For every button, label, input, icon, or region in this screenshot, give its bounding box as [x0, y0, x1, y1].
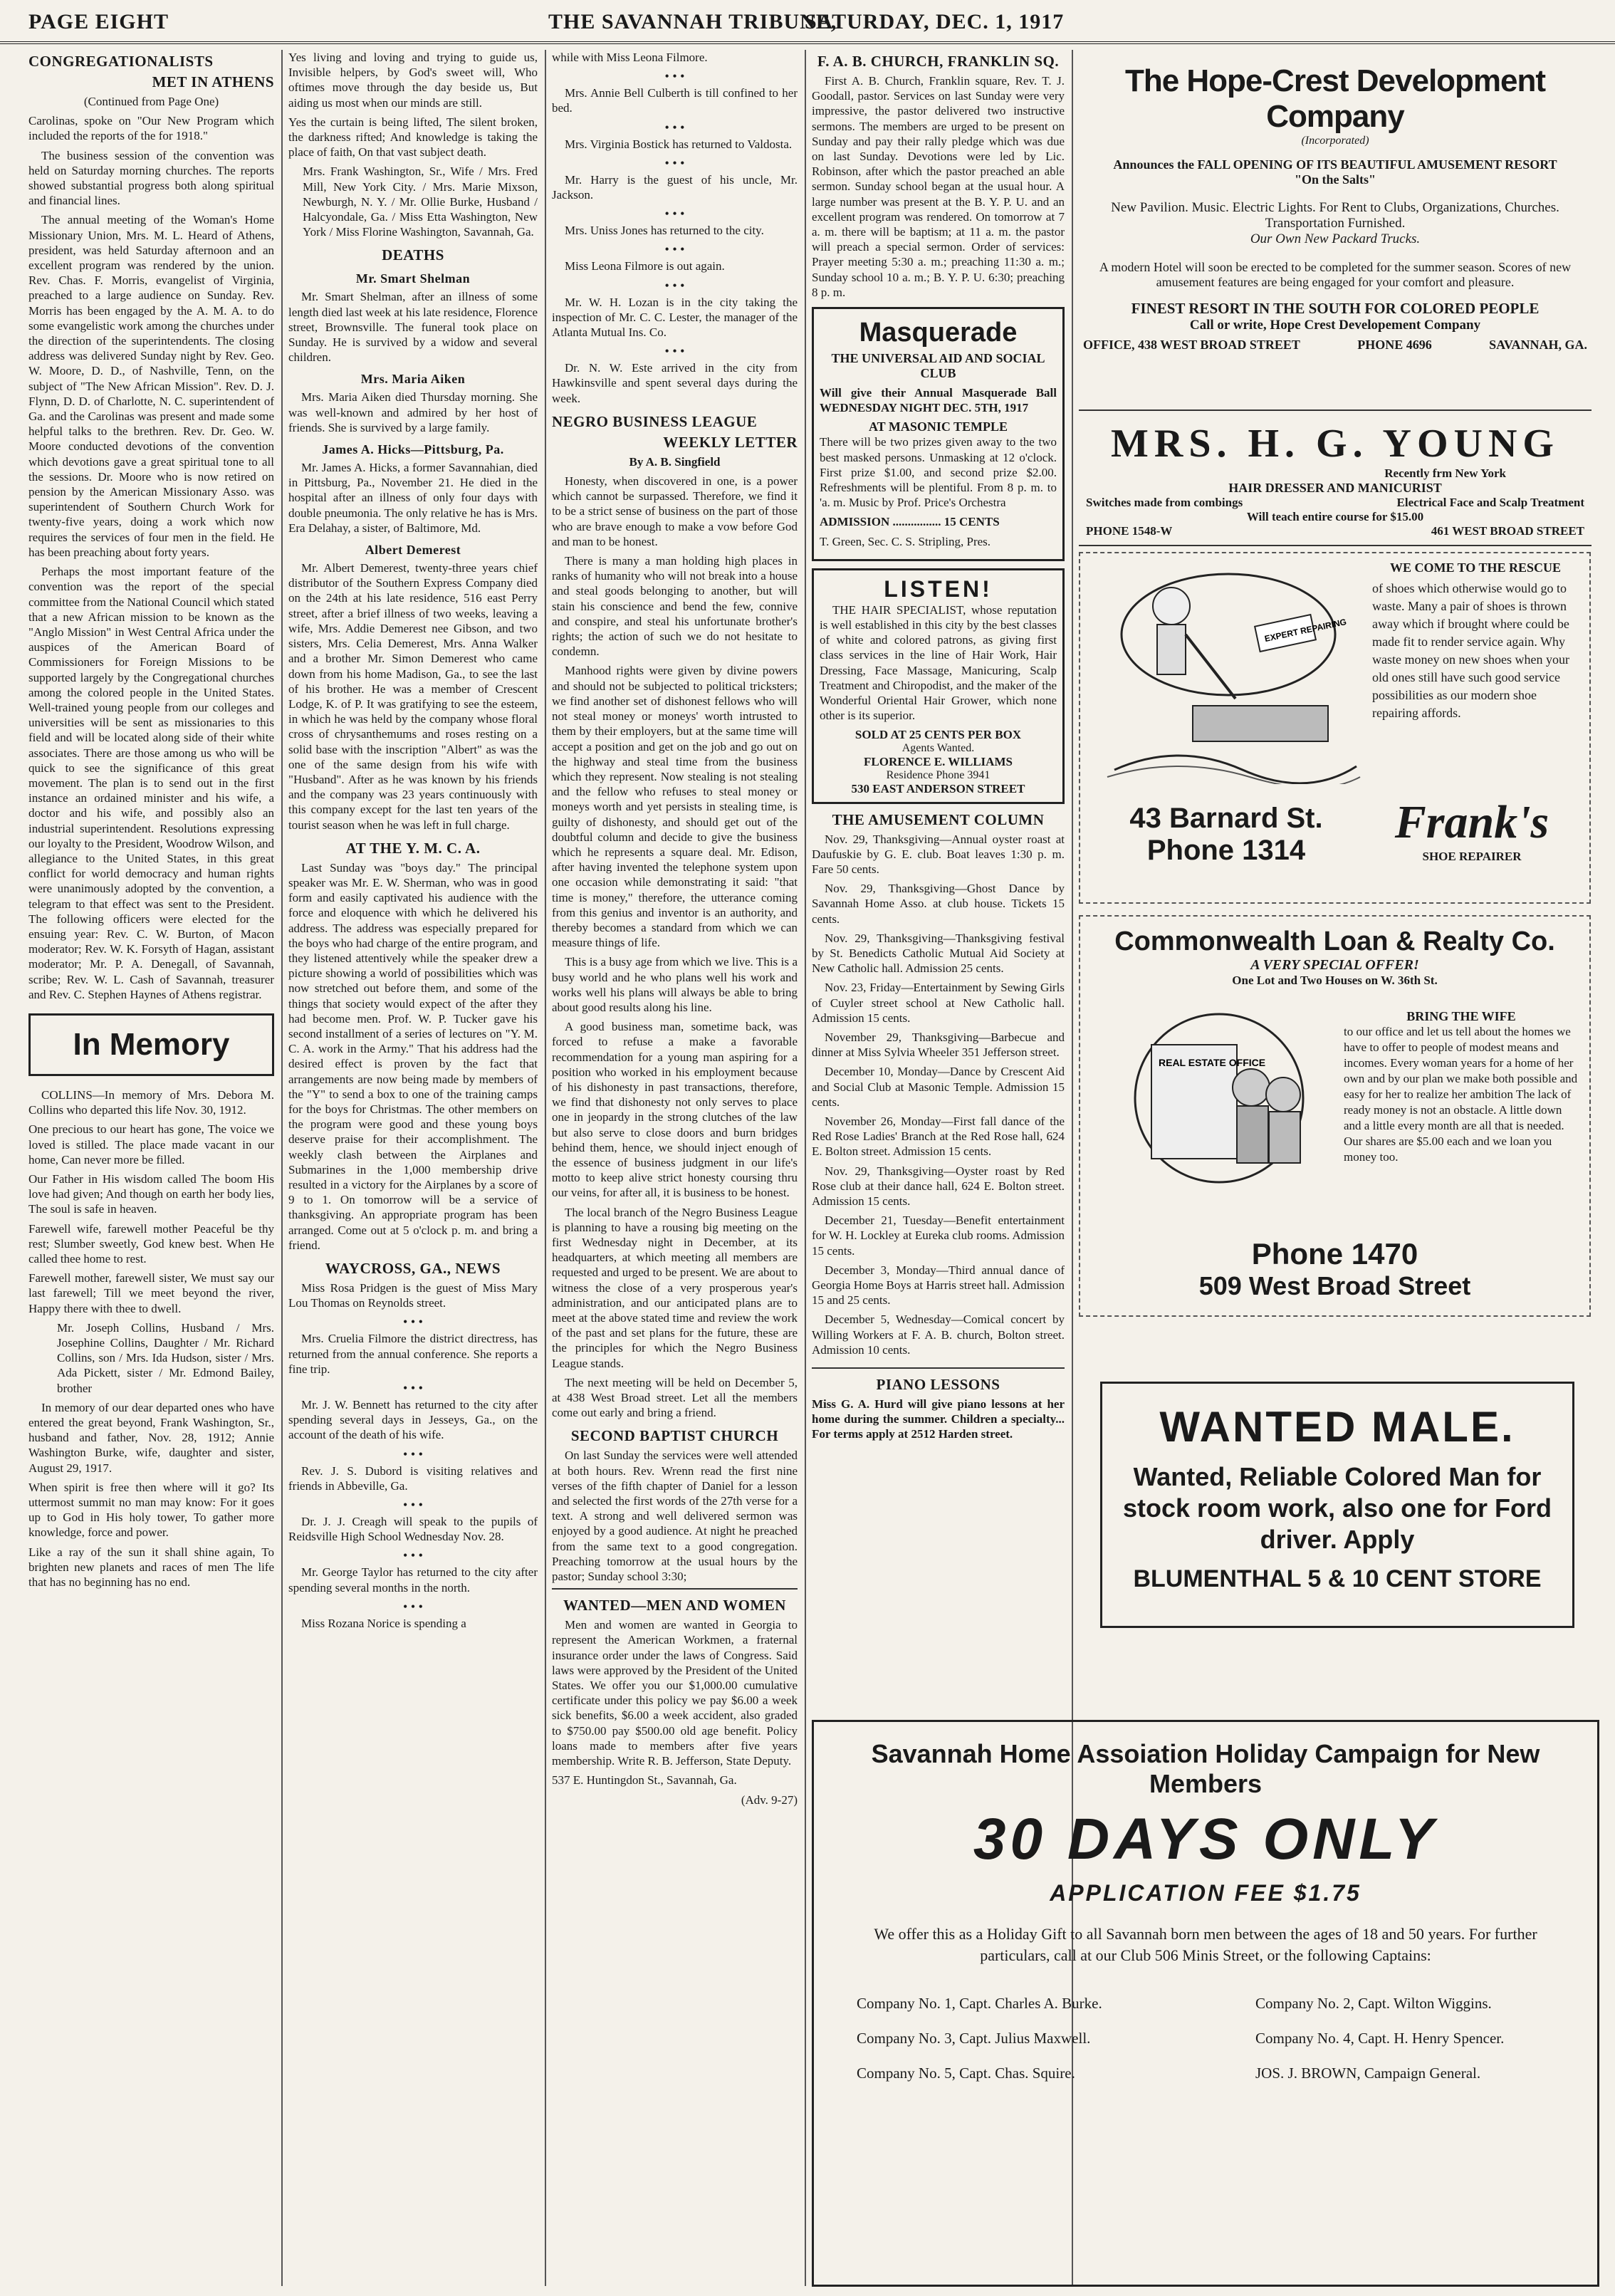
- ad-headline: 30 DAYS ONLY: [973, 1807, 1438, 1872]
- column-rule: [281, 50, 283, 2286]
- ad-text: Switches made from combings: [1086, 496, 1243, 509]
- event-item: November 29, Thanksgiving—Barbecue and dinner at Miss Sylvia Wheeler 351 Jefferson street.: [812, 1030, 1065, 1060]
- paragraph: The annual meeting of the Woman's Home Missionary Union, Mrs. M. L. Heard of Athens, president, was held Saturday afternoon and an excellent program was rendered by the union. Rev. Chas. F. Morris, evangelist of Virginia, preached to a large audience on Sunday. Rev. Morris has been engaged by the A. M. A. to do some evangelistic work among the churches under the direction of the superintendents. The closing address was delivered Sunday night by Rev. Geo. W. Moore, D. D., of Nashville, Tenn, on the subject of "The New African Mission". Rev. D. J. Flynn, D. D. of Charlotte, N. C. superintendent of Ga. and the Carolinas was present and made some helpful talks to the brethren. Rev. Dr. Geo. W. Moore conducted devotions of the convention which devotions gave a great spiritual tone to all the sessions. Dr. Moore who is now retired on pension by the American Missionary Asso. was superintendent of Southern Church Work for twenty-five years, doing a work which now requires the services of four men in the field. He has been preaching about forty years.: [28, 213, 274, 559]
- ad-fee: APPLICATION FEE $1.75: [1050, 1880, 1361, 1906]
- news-item: Mr. George Taylor has returned to the city after spending several months in the north.: [288, 1565, 538, 1595]
- column-1: [28, 50, 274, 2286]
- newspaper-title: THE SAVANNAH TRIBUNE,: [548, 10, 837, 33]
- byline: By A. B. Singfield: [629, 454, 721, 469]
- news-item: Mrs. Annie Bell Culberth is till confined to her bed.: [552, 86, 798, 115]
- event-item: December 21, Tuesday—Benefit entertainment for W. H. Lockley at Eureka club rooms. Admission 15 cents.: [812, 1214, 1065, 1258]
- brand-name: Frank's: [1394, 796, 1549, 848]
- separator: • • •: [664, 278, 685, 293]
- news-item: Mr. J. W. Bennett has returned to the city after spending several days in Jesseys, Ga., on the account of the death of his wife.: [288, 1398, 538, 1442]
- obituary-name: Mr. Smart Shelman: [355, 271, 471, 286]
- mrs-young-ad: [1079, 417, 1592, 546]
- ad-admission: ADMISSION ................ 15 CENTS: [820, 515, 1000, 529]
- ad-address: 537 E. Huntingdon St., Savannah, Ga.: [552, 1773, 737, 1788]
- paragraph: Perhaps the most important feature of the convention was the report of the special committee from the National Council which stated that a new African mission to be known as the "Anglo Mission" in West Central Africa under the auspices of the American Board of Commissioners for Foreign Missions to be supported largely by the Congregational churches among the colored people in the United States. Well-trained young people from our colleges and universities will be sent as missionaries to this field and will be located along side of their white associates. There are those among us who will be quick to see the significance of this great movement. The plan is to send out in the first instance an ordained minister and his wife, a doctor and his wife, and possibly also an industrial superintendent. Resolutions expressing our loyalty to the President, Woodrow Wilson, and allegiance to the United States, in this great conflict for world democracy and human rights were unanimously adopted by the convention, a telegram to that effect was sent to the President. The following officers were elected for the ensuing year: Rev. C. W. Burton, of Macon moderator; Rev. W. K. Forsyth of Hagan, assistant moderator; Mr. P. A. Denegall, of Savannah, scribe; Rev. W. L. Cash of Savannah, treasurer and Rev. C. Stephen Haynes of Athens registrar.: [28, 565, 274, 1001]
- event-item: December 3, Monday—Third annual dance of Georgia Home Boys at Harris street hall. Admission 15 and 25 cents.: [812, 1263, 1065, 1308]
- paragraph: The next meeting will be held on December 5, at 438 West Broad street. Let all the members come out early and bring a friend.: [552, 1375, 798, 1420]
- ad-phone: Residence Phone 3941: [886, 768, 991, 781]
- paragraph: First A. B. Church, Franklin square, Rev. T. J. Goodall, pastor. Services on last Sunday were very impressive, the pastor delivered two instructive sermons. The members are urged to be present on Sunday and pay their rally pledge which was due on last Sunday. Devotions were led by Lic. Robinson, after which the pastor preached an able sermon. Sunday school began at the usual hour. A large number was present at the B. Y. P. U. and an excellent program was rendered. On tomorrow at 7 a. m. there will be baptism; at 11 a. m. the pastor will preach a special sermon. Order of services: Prayer meeting 5:30 a. m.; preaching 11:30 a. m.; Sunday school 10 a. m.; B. Y. P. U. 6:30; preaching 8 p. m.: [812, 74, 1065, 299]
- sign-text: REAL ESTATE OFFICE: [1159, 1057, 1266, 1068]
- ad-text: Wanted, Reliable Colored Man for stock room work, also one for Ford driver. Apply: [1122, 1462, 1552, 1554]
- ad-text: Miss G. A. Hurd will give piano lessons at her home during the summer. Children a specialty... For terms apply at 2512 Harden street.: [812, 1397, 1065, 1441]
- separator: • • •: [403, 1381, 423, 1396]
- ad-text: We offer this as a Holiday Gift to all Savannah born men between the ages of 18 and 50 years. For further particulars, call at our Club 506 Minis Street, or the following Captains:: [874, 1925, 1537, 1964]
- wanted-male-ad: [1100, 1382, 1574, 1628]
- separator: • • •: [403, 1446, 423, 1461]
- event-item: Nov. 29, Thanksgiving—Annual oyster roast at Daufuskie by G. E. club. Boat leaves 1:30 p. m. Fare 50 cents.: [812, 832, 1065, 876]
- obituary-name: Albert Demerest: [365, 543, 461, 558]
- event-item: Nov. 23, Friday—Entertainment by Sewing Girls of Cuyler street school at New Catholic hall. Admission 15 cents.: [812, 981, 1065, 1025]
- signatories: Mrs. Frank Washington, Sr., Wife / Mrs. Fred Mill, New York City. / Mrs. Marie Mixson, Newburgh, N. Y. / Mr. Ollie Burke, Husband / Halcyondale, Ga. / Miss Etta Washington, New York / Miss Florine Washington, Savannah, Ga.: [303, 165, 538, 239]
- ad-address: 530 EAST ANDERSON STREET: [851, 781, 1025, 795]
- ad-text: THE HAIR SPECIALIST, whose reputation is well established in this city by the best classes of white and colored patrons, as giving first class services in the line of Hair Work, Hair Dressing, Face Massage, Manicuring, Scalp Treatment and Chiropodist, and the maker of the Wonderful Oriental Hair Grower, which none other is its superior.: [820, 602, 1057, 723]
- franks-shoe-ad: [1079, 552, 1591, 904]
- news-item: Mrs. Uniss Jones has returned to the city.: [565, 224, 764, 238]
- article-headline: CONGREGATIONALISTS: [28, 53, 214, 70]
- signatories: Mr. Joseph Collins, Husband / Mrs. Josephine Collins, Daughter / Mr. Richard Collins, son / Mrs. Ida Hudson, sister / Mrs. Ada Pickett, sister / Mr. Edmond Bailey, brother: [57, 1320, 274, 1395]
- news-item: Dr. N. W. Este arrived in the city from Hawkinsville and spent several days during the week.: [552, 361, 798, 405]
- ad-text: Call or write, Hope Crest Developement Company: [1189, 318, 1481, 333]
- poem-stanza: When spirit is free then where will it go? Its uttermost summit no man may know: For it goes up to God in His holy tower, To gather more knowledge, force and power.: [28, 1480, 274, 1540]
- captain-entry: Company No. 2, Capt. Wilton Wiggins.: [1255, 1995, 1492, 2012]
- ad-advertiser: BLUMENTHAL 5 & 10 CENT STORE: [1133, 1565, 1542, 1592]
- news-item: Rev. J. S. Dubord is visiting relatives and friends in Abbeville, Ga.: [288, 1463, 538, 1493]
- ad-heading: BRING THE WIFE: [1406, 1009, 1516, 1023]
- ad-address: OFFICE, 438 WEST BROAD STREET: [1083, 338, 1300, 352]
- ad-text: Electrical Face and Scalp Treatment: [1396, 496, 1584, 509]
- sign-text: EXPERT REPAIRING: [1263, 616, 1348, 645]
- captain-entry: Company No. 3, Capt. Julius Maxwell.: [857, 2030, 1091, 2047]
- ad-heading: WANTED—MEN AND WOMEN: [563, 1597, 786, 1614]
- event-item: Nov. 29, Thanksgiving—Thanksgiving festival by St. Benedicts Catholic Mutual Aid Society at New Catholic hall. Admission 25 cents.: [812, 931, 1065, 976]
- ad-signatures: T. Green, Sec. C. S. Stripling, Pres.: [820, 534, 991, 548]
- separator: • • •: [664, 69, 685, 84]
- ad-address: 509 West Broad Street: [1198, 1271, 1471, 1300]
- news-item: Dr. J. J. Creagh will speak to the pupils of Reidsville High School Wednesday Nov. 28.: [288, 1515, 538, 1544]
- ad-heading: WE COME TO THE RESCUE: [1389, 560, 1562, 575]
- poem-stanza: Farewell mother, farewell sister, We must say our last farewell; Till we meet beyond the river, Happy there with thee to dwell.: [28, 1271, 274, 1315]
- ad-venue: AT MASONIC TEMPLE: [868, 419, 1008, 434]
- poem-stanza: Our Father in His wisdom called The boom His love had given; And though on earth her body lies, The soul is safe in heaven.: [28, 1172, 274, 1216]
- ad-text: to our office and let us tell about the homes we have to offer to people of modest means and incomes. Every woman years for a home of her own and by our plan we make both possible and easy for her to realize her ambition The lack of ready money is not an obstacle. A little down and a little every month are all that is needed. Our shares are $5.00 each and we loan you money too.: [1344, 1025, 1578, 1164]
- captains-list: [857, 1995, 1554, 2082]
- in-memory-heading: In Memory: [28, 1013, 274, 1076]
- ad-text: Will give their Annual Masquerade Ball WEDNESDAY NIGHT DEC. 5TH, 1917: [820, 386, 1057, 415]
- ad-subtitle: THE UNIVERSAL AID AND SOCIAL CLUB: [831, 351, 1045, 381]
- masquerade-ad: [812, 307, 1065, 561]
- ad-text: Will teach entire course for $15.00: [1246, 510, 1424, 523]
- ad-heading: PIANO LESSONS: [876, 1376, 1000, 1393]
- ad-text: There will be two prizes given away to the two best masked persons. Unmasking at 12 o'clock. First prize $1.00, and second prize $2.00. Refreshments will be plentiful. From 8 p. m. to 'a. m. Music by Prof. Price's Orchestra: [820, 435, 1057, 510]
- section-heading: AT THE Y. M. C. A.: [345, 839, 481, 857]
- poem-stanza: One precious to our heart has gone, The voice we loved is stilled. The place made vacant in our home, Can never more be filled.: [28, 1122, 274, 1167]
- ad-title: Masquerade: [859, 318, 1018, 348]
- poem-stanza: Like a ray of the sun it shall shine again, To brighten new planets and races of men The life that has no beginning has no end.: [28, 1545, 274, 1590]
- memorial-notice: COLLINS—In memory of Mrs. Debora M. Collins who departed this life Nov. 30, 1912.: [28, 1087, 274, 1117]
- paragraph: Carolinas, spoke on "Our New Program which included the reports of the for 1918.": [28, 114, 274, 143]
- ad-contact-row: [1079, 338, 1592, 353]
- paragraph: The local branch of the Negro Business League is planning to have a rousing big meeting on the first Wednesday night in December, at its headquarters, at which meeting all members are requested and urged to be present. We are about to witness the close of a very prosperous year's administration, and our anticipated plans are to meet at the above stated time and review the work of the past and set plans for the future, these are the principles for which the Negro Business League stands.: [552, 1205, 798, 1370]
- ad-note: Recently frm New York: [1384, 466, 1506, 480]
- news-item: Mr. W. H. Lozan is in the city taking the inspection of Mr. C. C. Lester, the manager of the Atlanta Mutual Ins. Co.: [552, 295, 798, 340]
- ad-text: "On the Salts": [1294, 172, 1376, 187]
- hair-specialist-ad: [812, 568, 1065, 804]
- ad-address: 43 Barnard St.: [1129, 803, 1323, 834]
- section-heading: F. A. B. CHURCH, FRANKLIN SQ.: [817, 53, 1060, 70]
- ad-title: The Hope-Crest Development Company: [1124, 63, 1546, 134]
- continued-note: (Continued from Page One): [83, 95, 219, 108]
- paragraph: Mr. Albert Demerest, twenty-three years chief distributor of the Southern Express Company died on the 24th at his late residence, 516 east Perry street, after a brief illness of two weeks, leaving a wife, Mrs. Addie Demerest nee Gibson, and two sisters, Mrs. Celia Demerest, Mrs. Anna Walker and a brother Mr. Simon Demerest who came down from his home Madison, Ga., to see the last of his brother. He was a member of Crescent Lodge, K. of P. It was gratifying to see the esteem, in which he was held by the company whose floral cross of chrysanthemums and roses resting on a solid base with the inscription "Albert" as was the one of the same design from his wife with "Husband". After as he was known by his friends and the company was 23 years continuously with this company except for the last ten years of the tourist season when he was left in full charge.: [288, 561, 538, 832]
- poem-stanza: Yes living and loving and trying to guide us, Invisible helpers, by God's sweet will, Who oftimes move through the day beside us, But aiding us most when our minds are still.: [288, 51, 538, 110]
- ad-code: (Adv. 9-27): [741, 1793, 798, 1807]
- ad-text: Men and women are wanted in Georgia to represent the American Workmen, a fraternal insurance order under the laws of Congress. Said laws were approved by the President of the United States. We offer you our $1,000.00 cumulative certificate under this policy we pay $6.00 a week sick benefits, $6.00 a week accident, also graded to $750.00 pay $500.00 old age benefit. Policy loans made to members after five years membership. Write R. B. Jefferson, State Deputy.: [552, 1618, 798, 1768]
- ad-text: Announces the FALL OPENING OF ITS BEAUTIFUL AMUSEMENT RESORT: [1113, 157, 1557, 172]
- ad-title: MRS. H. G. YOUNG: [1111, 422, 1559, 466]
- separator: • • •: [664, 155, 685, 170]
- column-3: [552, 50, 798, 2286]
- real-estate-illustration: [1109, 1009, 1329, 1187]
- news-item: Mrs. Cruelia Filmore the district directress, has returned from the annual conference. She reports a fine trip.: [288, 1332, 538, 1376]
- event-item: December 5, Wednesday—Comical concert by Willing Workers at F. A. B. church, Bolton street. Admission 10 cents.: [812, 1313, 1065, 1357]
- event-item: December 10, Monday—Dance by Crescent Aid and Social Club at Masonic Temple. Admission 15 cents.: [812, 1065, 1065, 1109]
- memorial-notice: In memory of our dear departed ones who have entered the great beyond, Frank Washington, Sr., husband and father, Nov. 28, 1912; Annie Washington Burke, wife, daughter and sister, August 29, 1917.: [28, 1400, 274, 1475]
- separator: • • •: [403, 1498, 423, 1513]
- column-rule: [545, 50, 546, 2286]
- obituary-name: James A. Hicks—Pittsburg, Pa.: [322, 442, 504, 457]
- column-rule: [805, 50, 806, 2286]
- paragraph: Mr. James A. Hicks, a former Savannahian, died in Pittsburg, Pa., November 21. He died in the hospital after an illness of only four days with double pneumonia. The only relative he has is Mrs. Era Delahay, a sister, of Baltimore, Md.: [288, 461, 538, 535]
- ad-price: SOLD AT 25 CENTS PER BOX: [854, 727, 1022, 741]
- captain-entry: Company No. 1, Capt. Charles A. Burke.: [857, 1995, 1102, 2012]
- ad-title: WANTED MALE.: [1159, 1403, 1515, 1451]
- paragraph: On last Sunday the services were well attended at both hours. Rev. Wrenn read the first nine verses of the fifth chapter of Daniel for a lesson and selected the first words of the 27th verse for a text. A strong and well delivered sermon was enjoyed by a good audience. At night he preached from the same text to a good congregation. Preaching tomorrow at the usual hours by the pastor; Sunday school 3:30;: [552, 1449, 798, 1584]
- section-heading: THE AMUSEMENT COLUMN: [832, 810, 1045, 828]
- poem-stanza: Farewell wife, farewell mother Peaceful be thy rest; Slumber sweetly, God knew best. When He called thee home to rest.: [28, 1221, 274, 1266]
- section-heading: DEATHS: [382, 246, 444, 264]
- ad-text: HAIR DRESSER AND MANICURIST: [1228, 481, 1442, 495]
- ad-name: FLORENCE E. WILLIAMS: [864, 754, 1013, 768]
- ad-phone: PHONE 4696: [1357, 338, 1432, 352]
- separator: • • •: [664, 120, 685, 135]
- issue-date: SATURDAY, DEC. 1, 1917: [805, 10, 1065, 33]
- news-item: Miss Rozana Norice is spending a: [301, 1616, 466, 1630]
- news-item: Miss Leona Filmore is out again.: [565, 259, 725, 273]
- campaign-general: JOS. J. BROWN, Campaign General.: [1255, 2065, 1481, 2082]
- ad-text: Our Own New Packard Trucks.: [1250, 231, 1421, 246]
- news-item: Mr. Harry is the guest of his uncle, Mr. Jackson.: [552, 172, 798, 202]
- ad-text: One Lot and Two Houses on W. 36th St.: [1232, 974, 1438, 987]
- ad-note: (Incorporated): [1301, 135, 1369, 147]
- article-subheadline: MET IN ATHENS: [152, 73, 274, 90]
- hope-crest-ad: [1079, 53, 1592, 411]
- ad-address: 461 WEST BROAD STREET: [1431, 524, 1584, 538]
- ad-phone: Phone 1470: [1251, 1237, 1418, 1270]
- news-item: while with Miss Leona Filmore.: [552, 51, 708, 64]
- paragraph: There is many a man holding high places in ranks of humanity who will not break into a house and steal goods belonging to another, but will stain his conscience and bend the few, connive and conspire, and steal his unfortunate brother's rights; the action of such we do not hesitate to condemn.: [552, 554, 798, 659]
- column-2: [288, 50, 538, 2286]
- ad-phone: Phone 1314: [1146, 835, 1306, 866]
- paragraph: A good business man, sometime back, was forced to refuse a make a favorable recommendation for a young man aspiring for a position who worked in his employment because of his dishonesty in past transactions, therefore, we find that dishonesty not only serves to place one in jeopardy in the strong clutches of the law but also serve to close doors and burn bridges behind them, hence, we should inject enough of the essence of business judgment in our life's motto to keep alive strict honesty coursing thru our veins, for after all, it is business to be honest.: [552, 1020, 798, 1200]
- ad-text: New Pavilion. Music. Electric Lights. For Rent to Clubs, Organizations, Churches. Transportation Furnished.: [1111, 200, 1559, 231]
- savannah-home-ad: [812, 1720, 1599, 2287]
- news-item: Mrs. Virginia Bostick has returned to Valdosta.: [565, 137, 793, 151]
- event-item: November 26, Monday—First fall dance of the Red Rose Ladies' Branch at the Red Rose hall, 624 E. Bolton street. Admission 15 cents.: [812, 1114, 1065, 1159]
- ad-city: SAVANNAH, GA.: [1489, 338, 1587, 352]
- obituary-name: Mrs. Maria Aiken: [360, 372, 466, 387]
- ad-phone: PHONE 1548-W: [1086, 524, 1173, 538]
- event-item: Nov. 29, Thanksgiving—Ghost Dance by Savannah Home Asso. at club house. Tickets 15 cents.: [812, 882, 1065, 926]
- section-subheading: WEEKLY LETTER: [663, 433, 798, 451]
- cobbler-illustration: [1093, 563, 1364, 784]
- separator: • • •: [664, 344, 685, 359]
- paragraph: Manhood rights were given by divine powers and should not be subjected to political tricksters; we find another set of dishonest fellows who will not steal money or moneys' worth intrusted to them by their employers, but at the same time will accept a position and get on the job and go out on the highway and steal time from the business which they represent. Now stealing is not stealing and the fellow who refuses to steal money or moneys worth and yet persists in stealing time, is guilty of dishonesty, and should get out of the doubtful column and decide to give the business which he represents a square deal. Mr. Edison, after having invented the telephone system upon one occasion while demonstrating it said: "that time is money," therefore, the utterance coming from this genius and inventor is an authority, and thereby becomes a standard from which we can measure things of life.: [552, 664, 798, 950]
- ad-title: Commonwealth Loan & Realty Co.: [1114, 927, 1555, 956]
- section-heading: WAYCROSS, GA., NEWS: [325, 1260, 501, 1278]
- separator: • • •: [403, 1599, 423, 1614]
- commonwealth-loan-ad: [1079, 915, 1591, 1317]
- separator: • • •: [403, 1548, 423, 1563]
- separator: • • •: [664, 207, 685, 221]
- captain-entry: Company No. 5, Capt. Chas. Squire.: [857, 2065, 1075, 2082]
- paragraph: Mr. Smart Shelman, after an illness of some length died last week at his late residence, Florence street, Brownsville. The funeral took place on Sunday. He is survived by a widow and several children.: [288, 290, 538, 365]
- paragraph: Honesty, when discovered in one, is a power which cannot be surpassed. Therefore, we find it to be a strict sense of business on the part of those who are brave enough to make a vow before God and man to be honest.: [552, 474, 798, 548]
- separator: • • •: [403, 1315, 423, 1330]
- poem-stanza: Yes the curtain is being lifted, The silent broken, the darkness rifted; And knowledge is taking the place of faith, On that vast subject death.: [288, 115, 538, 160]
- ad-text: A modern Hotel will soon be erected to be completed for the summer season. Scores of new amusement features are being engaged for your comfort and pleasure.: [1099, 260, 1572, 289]
- paragraph: The business session of the convention was held on Saturday morning churches. The reports showed substantial progress both along spiritual and financial lines.: [28, 148, 274, 208]
- ad-note: Agents Wanted.: [901, 741, 975, 754]
- paragraph: Mrs. Maria Aiken died Thursday morning. She was well-known and admired by her host of friends. She is survived by a large family.: [288, 390, 538, 434]
- captain-entry: Company No. 4, Capt. H. Henry Spencer.: [1255, 2030, 1505, 2047]
- paragraph: This is a busy age from which we live. This is a busy world and he who plans well his work and works well his plans will always be able to bring about good results along his line.: [552, 955, 798, 1014]
- ad-title: LISTEN!: [884, 575, 993, 602]
- ad-subtitle: A VERY SPECIAL OFFER!: [1250, 957, 1419, 973]
- ad-text: of shoes which otherwise would go to waste. Many a pair of shoes is thrown away which if brought where could be made fit to render service again. Why waste money on new shoes when your old ones still have such good service possibilities as our modern shoe repairing affords.: [1372, 581, 1569, 720]
- ad-title: Savannah Home Assoiation Holiday Campaign for New Members: [871, 1739, 1540, 1798]
- event-item: Nov. 29, Thanksgiving—Oyster roast by Red Rose club at their dance hall, 624 E. Bolton street. Admission 15 cents.: [812, 1164, 1065, 1208]
- paragraph: Last Sunday was "boys day." The principal speaker was Mr. E. W. Sherman, who was in good form and easily captivated his audience with the force and eloquence with which he delivered his address. The address was especially prepared for the boys who had charge of the entire program, and they listened attentively while the speaker drew a picture showing a world of possibilities which was now stretched out before them, and some of the things that society would expect of the after they had become men. Prof. W. P. Tucker gave his second installment of a series of lectures on "Y. M. C. A. work in the Army." That his address had the desired effect is proven by the fact that arrangements are now being made by members of the "Y" to send a box to one of the training camps for the boys for Christmas. The other members on the program were good and these young boys deserve praise for their accomplishment. The weekly clash between the Airplanes and Submarines in the 1,000 membership drive resulted in a victory for the Airplanes by a score of 9 to 1. On tomorrow will be a service of thanksgiving. An appropriate program has been arranged. Come out at 5 o'clock p. m. and bring a friend.: [288, 860, 538, 1252]
- news-item: Miss Rosa Pridgen is the guest of Miss Mary Lou Thomas on Reynolds street.: [288, 1281, 538, 1310]
- page-number: PAGE EIGHT: [28, 10, 169, 33]
- section-heading: SECOND BAPTIST CHURCH: [570, 1427, 779, 1445]
- ad-slogan: FINEST RESORT IN THE SOUTH FOR COLORED PEOPLE: [1131, 300, 1540, 317]
- ad-text: SHOE REPAIRER: [1422, 850, 1522, 863]
- separator: • • •: [664, 242, 685, 257]
- page-header: [0, 0, 1615, 44]
- section-heading: NEGRO BUSINESS LEAGUE: [552, 412, 758, 430]
